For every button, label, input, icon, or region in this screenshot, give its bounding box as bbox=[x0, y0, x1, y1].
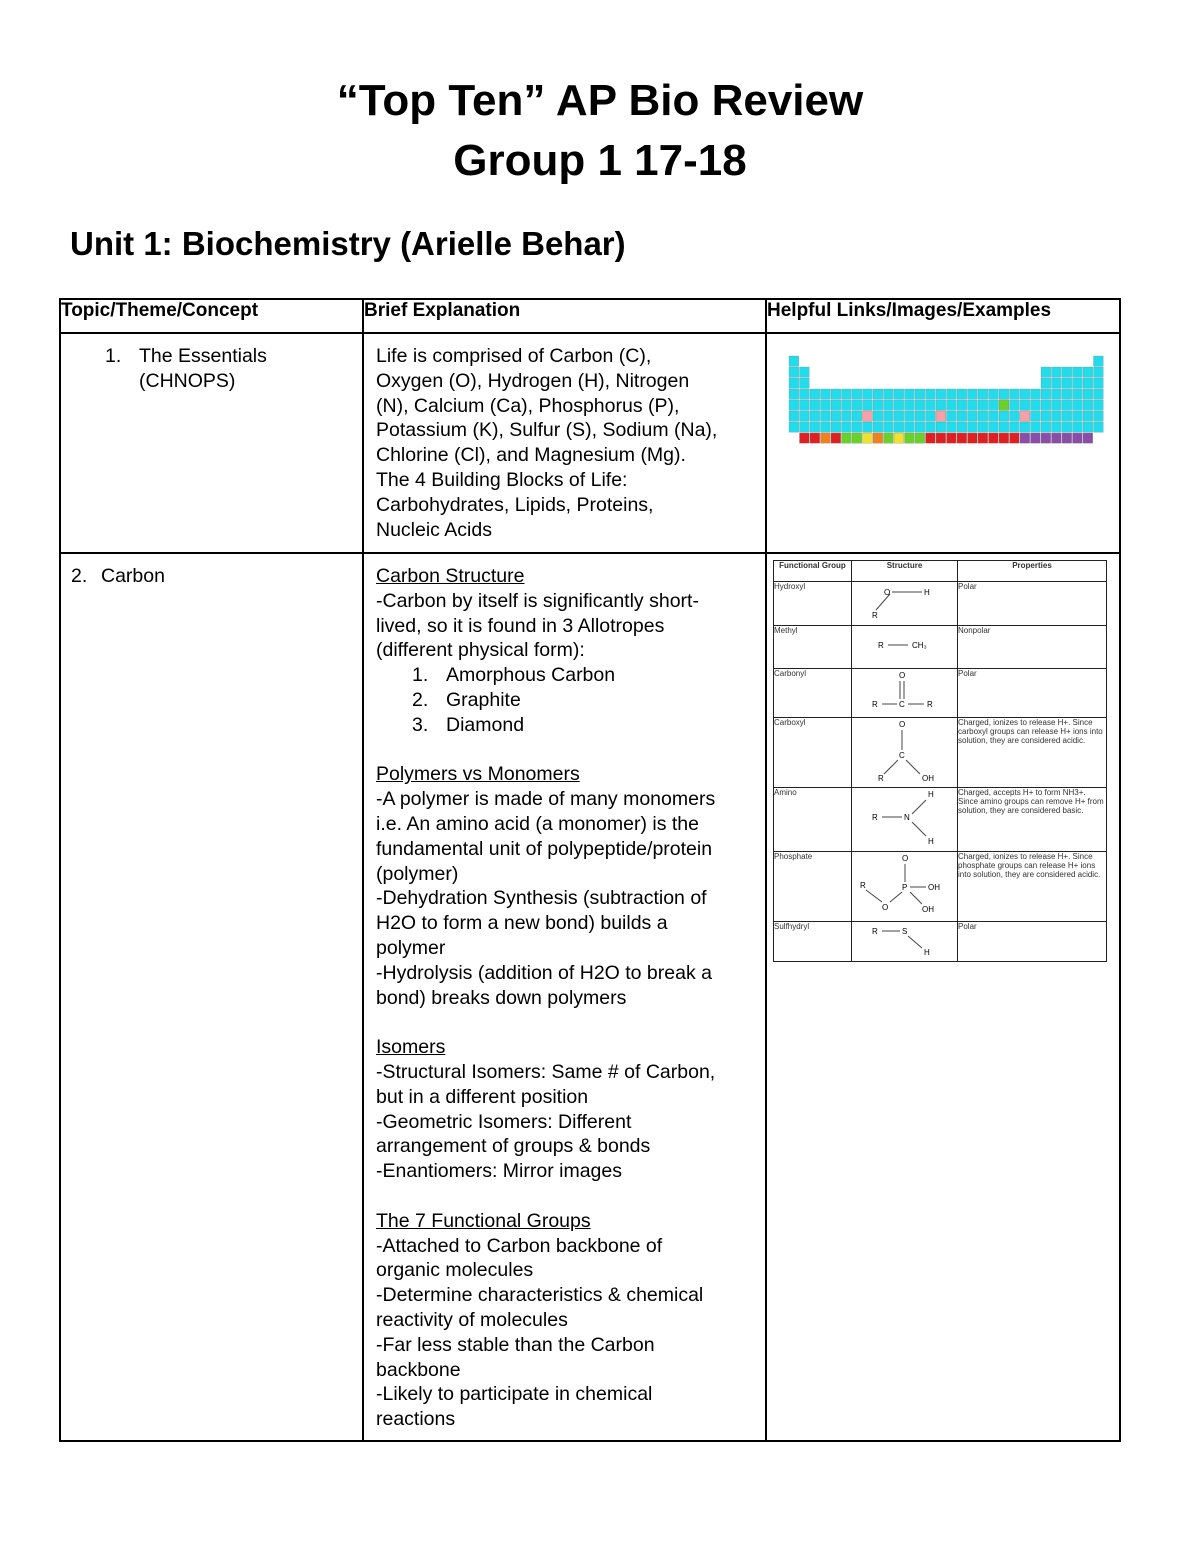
text-line: The 4 Building Blocks of Life: bbox=[376, 468, 628, 491]
text-line: fundamental unit of polypeptide/protein bbox=[376, 837, 713, 860]
fg-props: Charged, ionizes to release H+. Since carboxyl groups can release H+ ions into solution, they are considered acidic. bbox=[958, 718, 1107, 788]
svg-text:H: H bbox=[928, 790, 934, 799]
fg-props: Polar bbox=[958, 922, 1107, 962]
document-subtitle: Group 1 17-18 bbox=[453, 136, 747, 185]
explanation-cell bbox=[363, 553, 766, 1441]
text-line: -Carbon by itself is significantly short- bbox=[376, 589, 699, 612]
svg-text:H: H bbox=[928, 837, 934, 846]
svg-text:C: C bbox=[899, 700, 905, 709]
topic-number: 1. bbox=[105, 345, 122, 367]
fg-structure bbox=[852, 582, 958, 626]
svg-text:C: C bbox=[899, 751, 905, 760]
links-cell bbox=[766, 553, 1120, 1441]
text-line: H2O to form a new bond) builds a bbox=[376, 912, 668, 935]
topic-cell bbox=[60, 333, 363, 553]
text-line: reactivity of molecules bbox=[376, 1308, 568, 1331]
svg-text:O: O bbox=[899, 671, 906, 680]
allotrope-list bbox=[376, 663, 755, 737]
text-line: -Enantiomers: Mirror images bbox=[376, 1160, 622, 1183]
fg-name: Amino bbox=[774, 788, 852, 852]
section-heading: Isomers bbox=[376, 1036, 446, 1059]
text-line: -Geometric Isomers: Different bbox=[376, 1110, 632, 1133]
svg-text:OH: OH bbox=[928, 883, 940, 892]
topic-title: Carbon bbox=[101, 565, 165, 587]
text-line: bond) breaks down polymers bbox=[376, 986, 627, 1009]
text-line: Potassium (K), Sulfur (S), Sodium (Na), bbox=[376, 419, 718, 442]
text-line: -Determine characteristics & chemical bbox=[376, 1284, 704, 1307]
links-cell bbox=[766, 333, 1120, 553]
topic-title-sub: (CHNOPS) bbox=[139, 369, 236, 392]
svg-text:N: N bbox=[904, 813, 910, 822]
fg-structure bbox=[852, 718, 958, 788]
text-line: Nucleic Acids bbox=[376, 518, 492, 541]
list-text: Graphite bbox=[446, 688, 521, 711]
section-heading: Carbon Structure bbox=[376, 565, 525, 587]
text-line: (N), Calcium (Ca), Phosphorus (P), bbox=[376, 394, 680, 417]
svg-text:R: R bbox=[872, 700, 878, 709]
text-line: Life is comprised of Carbon (C), bbox=[376, 345, 652, 367]
fg-header: Functional Group bbox=[774, 561, 852, 582]
fg-structure bbox=[852, 788, 958, 852]
text-line: -Hydrolysis (addition of H2O to break a bbox=[376, 961, 712, 984]
svg-text:OH: OH bbox=[922, 774, 934, 782]
text-line: (different physical form): bbox=[376, 639, 585, 662]
header-explanation: Brief Explanation bbox=[363, 299, 766, 333]
text-line: -Structural Isomers: Same # of Carbon, bbox=[376, 1060, 716, 1083]
text-line: polymer bbox=[376, 936, 446, 959]
svg-text:O: O bbox=[884, 588, 891, 597]
table-row bbox=[60, 553, 1120, 1441]
text-line: Carbohydrates, Lipids, Proteins, bbox=[376, 493, 654, 516]
section-heading: The 7 Functional Groups bbox=[376, 1209, 591, 1232]
topic-number: 2. bbox=[71, 565, 88, 587]
text-line: -Attached to Carbon backbone of bbox=[376, 1234, 663, 1257]
text-line: Oxygen (O), Hydrogen (H), Nitrogen bbox=[376, 369, 690, 392]
text-line: i.e. An amino acid (a monomer) is the bbox=[376, 812, 699, 835]
explanation-cell bbox=[363, 333, 766, 553]
fg-props: Nonpolar bbox=[958, 626, 1107, 669]
list-number: 1. bbox=[412, 664, 429, 687]
svg-text:R: R bbox=[878, 641, 884, 650]
list-item bbox=[412, 713, 755, 738]
list-number: 2. bbox=[412, 688, 429, 711]
svg-text:H: H bbox=[924, 588, 930, 597]
table-header-row bbox=[60, 299, 1120, 333]
text-line: (polymer) bbox=[376, 862, 459, 885]
svg-text:R: R bbox=[927, 700, 933, 709]
svg-text:R: R bbox=[872, 927, 878, 936]
fg-props: Charged, accepts H+ to form NH3+. Since amino groups can remove H+ from solution, they are considered basic. bbox=[958, 788, 1107, 852]
fg-structure bbox=[852, 669, 958, 718]
fg-name: Hydroxyl bbox=[774, 582, 852, 626]
svg-text:R: R bbox=[872, 813, 878, 822]
review-table bbox=[59, 298, 1121, 1442]
text-line: but in a different position bbox=[376, 1085, 589, 1108]
document-title: “Top Ten” AP Bio Review bbox=[336, 76, 864, 125]
text-line: -Far less stable than the Carbon bbox=[376, 1333, 655, 1356]
fg-name: Carboxyl bbox=[774, 718, 852, 788]
table-row bbox=[60, 333, 1120, 553]
list-number: 3. bbox=[412, 713, 429, 736]
svg-text:S: S bbox=[902, 927, 908, 936]
svg-text:O: O bbox=[882, 903, 889, 912]
unit-heading: Unit 1: Biochemistry (Arielle Behar) bbox=[70, 225, 626, 262]
text-line: reactions bbox=[376, 1408, 456, 1431]
list-item bbox=[412, 688, 755, 713]
fg-props: Polar bbox=[958, 582, 1107, 626]
svg-text:P: P bbox=[902, 883, 908, 892]
text-line: backbone bbox=[376, 1358, 461, 1381]
list-item bbox=[412, 663, 755, 688]
topic-cell bbox=[60, 553, 363, 1441]
header-links: Helpful Links/Images/Examples bbox=[766, 299, 1120, 333]
fg-name: Methyl bbox=[774, 626, 852, 669]
svg-text:CH₃: CH₃ bbox=[912, 641, 927, 650]
fg-props: Charged, ionizes to release H+. Since phosphate groups can release H+ ions into solution, they are considered acidic. bbox=[958, 852, 1107, 922]
topic-title: The Essentials bbox=[139, 345, 267, 367]
text-line: -A polymer is made of many monomers bbox=[376, 788, 716, 811]
section-heading: Polymers vs Monomers bbox=[376, 763, 580, 786]
text-line: Chlorine (Cl), and Magnesium (Mg). bbox=[376, 444, 686, 467]
periodic-table-image bbox=[775, 344, 1105, 444]
fg-structure bbox=[852, 922, 958, 962]
svg-text:OH: OH bbox=[922, 905, 934, 914]
header-topic: Topic/Theme/Concept bbox=[60, 299, 363, 333]
fg-header: Structure bbox=[852, 561, 958, 582]
text-line: organic molecules bbox=[376, 1259, 534, 1282]
text-line: -Dehydration Synthesis (subtraction of bbox=[376, 887, 707, 910]
svg-text:O: O bbox=[902, 854, 909, 863]
list-text: Diamond bbox=[446, 713, 525, 736]
fg-name: Sulfhydryl bbox=[774, 922, 852, 962]
svg-text:R: R bbox=[878, 774, 884, 782]
fg-structure bbox=[852, 626, 958, 669]
svg-text:R: R bbox=[860, 881, 866, 890]
fg-name: Carbonyl bbox=[774, 669, 852, 718]
svg-text:O: O bbox=[899, 720, 906, 729]
text-line: lived, so it is found in 3 Allotropes bbox=[376, 614, 665, 637]
text-line: -Likely to participate in chemical bbox=[376, 1383, 653, 1406]
fg-header: Properties bbox=[958, 561, 1107, 582]
fg-structure bbox=[852, 852, 958, 922]
svg-text:H: H bbox=[924, 948, 930, 956]
svg-text:R: R bbox=[872, 611, 878, 620]
fg-name: Phosphate bbox=[774, 852, 852, 922]
text-line: arrangement of groups & bonds bbox=[376, 1135, 651, 1158]
functional-groups-image bbox=[773, 560, 1119, 962]
fg-props: Polar bbox=[958, 669, 1107, 718]
list-text: Amorphous Carbon bbox=[446, 664, 616, 687]
